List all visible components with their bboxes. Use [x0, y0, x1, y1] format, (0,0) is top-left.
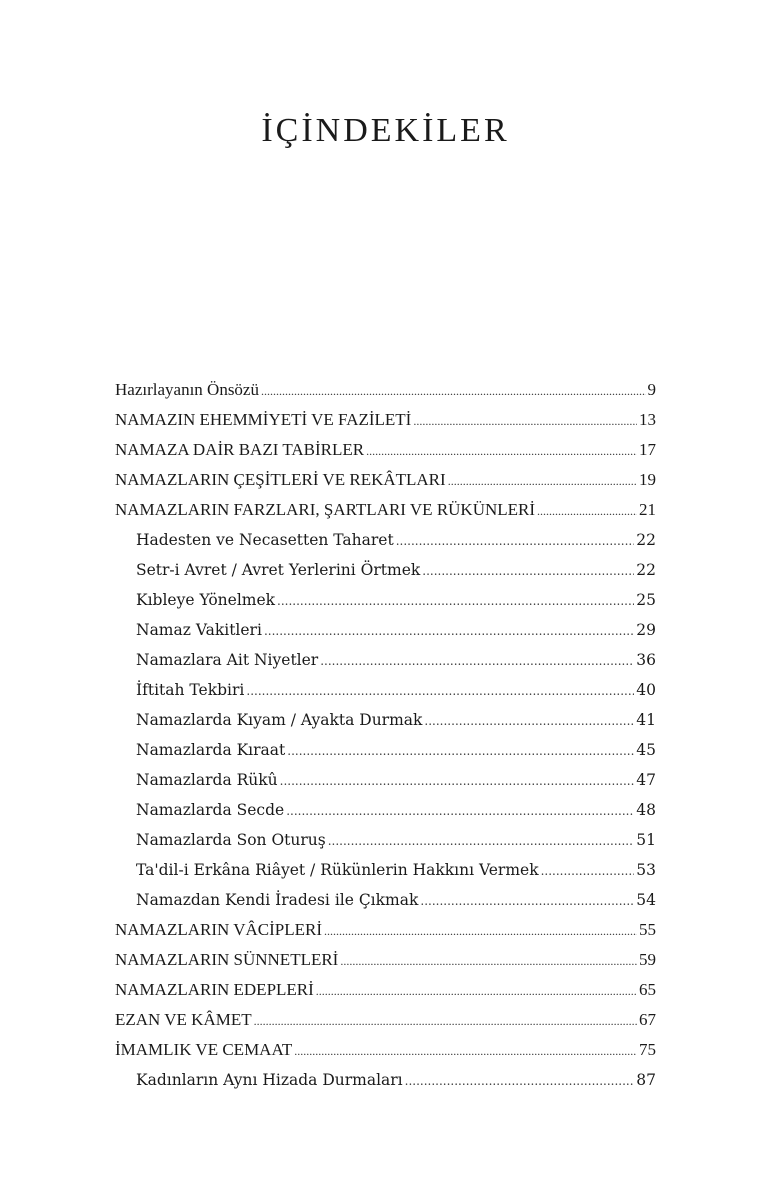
- dot-leader: [448, 465, 637, 495]
- toc-entry-label: Namazdan Kendi İradesi ile Çıkmak: [136, 891, 419, 909]
- toc-entry[interactable]: [115, 525, 656, 555]
- toc-entry-label: EZAN VE KÂMET: [115, 1010, 252, 1029]
- toc-entry[interactable]: [115, 495, 656, 525]
- toc-entry-label: Hazırlayanın Önsözü: [115, 380, 259, 399]
- toc-entry-page-number: 67: [639, 1010, 656, 1029]
- toc-entry-page-number: 51: [636, 831, 656, 849]
- dot-leader: [537, 495, 637, 525]
- toc-entry-page-number: 17: [639, 440, 656, 459]
- dot-leader: [424, 705, 634, 735]
- toc-entry[interactable]: [115, 675, 656, 705]
- toc-entry-label: Ta'dil-i Erkâna Riâyet / Rükünlerin Hakkını Vermek: [136, 861, 539, 879]
- toc-entry-page-number: 41: [636, 711, 656, 729]
- dot-leader: [261, 375, 646, 405]
- toc-entry-page-number: 25: [636, 591, 656, 609]
- dot-leader: [328, 825, 635, 855]
- toc-entry-page-number: 22: [636, 561, 656, 579]
- table-of-contents: [115, 375, 656, 1095]
- toc-entry[interactable]: [115, 885, 656, 915]
- toc-entry-label: NAMAZIN EHEMMİYETİ VE FAZİLETİ: [115, 410, 412, 429]
- toc-entry[interactable]: [115, 465, 656, 495]
- toc-entry[interactable]: [115, 735, 656, 765]
- dot-leader: [396, 525, 635, 555]
- toc-entry-label: NAMAZLARIN ÇEŞİTLERİ VE REKÂTLARI: [115, 470, 446, 489]
- dot-leader: [420, 885, 634, 915]
- toc-entry-label: Namazlarda Secde: [136, 801, 285, 819]
- toc-entry-page-number: 45: [636, 741, 656, 759]
- toc-entry-page-number: 13: [639, 410, 656, 429]
- dot-leader: [405, 1065, 635, 1095]
- toc-entry[interactable]: [115, 645, 656, 675]
- toc-entry-label: NAMAZA DAİR BAZI TABİRLER: [115, 440, 365, 459]
- toc-entry-page-number: 54: [636, 891, 656, 909]
- toc-entry-label: Hadesten ve Necasetten Taharet: [136, 531, 394, 549]
- toc-entry[interactable]: [115, 795, 656, 825]
- toc-entry-page-number: 55: [639, 920, 656, 939]
- dot-leader: [286, 795, 634, 825]
- toc-entry-label: Namaz Vakitleri: [136, 621, 262, 639]
- toc-entry-page-number: 48: [636, 801, 656, 819]
- dot-leader: [316, 975, 637, 1005]
- toc-entry-label: NAMAZLARIN VÂCİPLERİ: [115, 920, 322, 939]
- toc-entry-label: Kadınların Aynı Hizada Durmaları: [136, 1071, 403, 1089]
- toc-entry-label: NAMAZLARIN FARZLARI, ŞARTLARI VE RÜKÜNLERİ: [115, 500, 536, 519]
- dot-leader: [324, 915, 637, 945]
- toc-entry[interactable]: [115, 705, 656, 735]
- toc-entry[interactable]: [115, 615, 656, 645]
- dot-leader: [246, 675, 634, 705]
- toc-entry-page-number: 59: [639, 950, 656, 969]
- toc-entry-page-number: 65: [639, 980, 656, 999]
- toc-entry-page-number: 29: [636, 621, 656, 639]
- dot-leader: [366, 435, 637, 465]
- toc-entry[interactable]: [115, 1065, 656, 1095]
- toc-entry[interactable]: [115, 825, 656, 855]
- toc-entry[interactable]: [115, 765, 656, 795]
- toc-entry[interactable]: [115, 1005, 656, 1035]
- dot-leader: [340, 945, 637, 975]
- dot-leader: [277, 585, 634, 615]
- dot-leader: [280, 765, 635, 795]
- toc-entry-label: Namazlarda Kıyam / Ayakta Durmak: [136, 711, 423, 729]
- toc-entry[interactable]: [115, 1035, 656, 1065]
- toc-entry-page-number: 87: [636, 1071, 656, 1089]
- toc-entry-page-number: 36: [636, 651, 656, 669]
- dot-leader: [264, 615, 634, 645]
- toc-entry[interactable]: [115, 405, 656, 435]
- toc-entry-page-number: 22: [636, 531, 656, 549]
- toc-entry-page-number: 21: [639, 500, 656, 519]
- toc-entry-label: NAMAZLARIN SÜNNETLERİ: [115, 950, 339, 969]
- toc-entry-label: Namazlarda Son Oturuş: [136, 831, 326, 849]
- page-title: İÇİNDEKİLER: [261, 112, 510, 149]
- toc-entry-page-number: 53: [636, 861, 656, 879]
- toc-entry-label: Setr-i Avret / Avret Yerlerini Örtmek: [136, 561, 421, 579]
- dot-leader: [422, 555, 634, 585]
- dot-leader: [320, 645, 634, 675]
- dot-leader: [287, 735, 634, 765]
- toc-entry-label: Namazlarda Rükû: [136, 771, 278, 789]
- dot-leader: [541, 855, 635, 885]
- toc-entry-label: İMAMLIK VE CEMAAT: [115, 1040, 293, 1059]
- toc-entry[interactable]: [115, 585, 656, 615]
- toc-entry-page-number: 40: [636, 681, 656, 699]
- dot-leader: [254, 1005, 637, 1035]
- toc-entry-label: İftitah Tekbiri: [136, 681, 245, 699]
- toc-entry[interactable]: [115, 435, 656, 465]
- toc-entry[interactable]: [115, 975, 656, 1005]
- toc-entry-label: Kıbleye Yönelmek: [136, 591, 276, 609]
- toc-entry-page-number: 9: [647, 380, 656, 399]
- dot-leader: [413, 405, 637, 435]
- toc-entry-page-number: 19: [639, 470, 656, 489]
- dot-leader: [294, 1035, 637, 1065]
- toc-entry-label: Namazlarda Kıraat: [136, 741, 286, 759]
- toc-entry-page-number: 75: [639, 1040, 656, 1059]
- toc-entry[interactable]: [115, 855, 656, 885]
- toc-entry[interactable]: [115, 915, 656, 945]
- toc-entry[interactable]: [115, 945, 656, 975]
- toc-entry-label: Namazlara Ait Niyetler: [136, 651, 319, 669]
- toc-entry[interactable]: [115, 375, 656, 405]
- toc-entry-page-number: 47: [636, 771, 656, 789]
- toc-entry-label: NAMAZLARIN EDEPLERİ: [115, 980, 314, 999]
- toc-entry[interactable]: [115, 555, 656, 585]
